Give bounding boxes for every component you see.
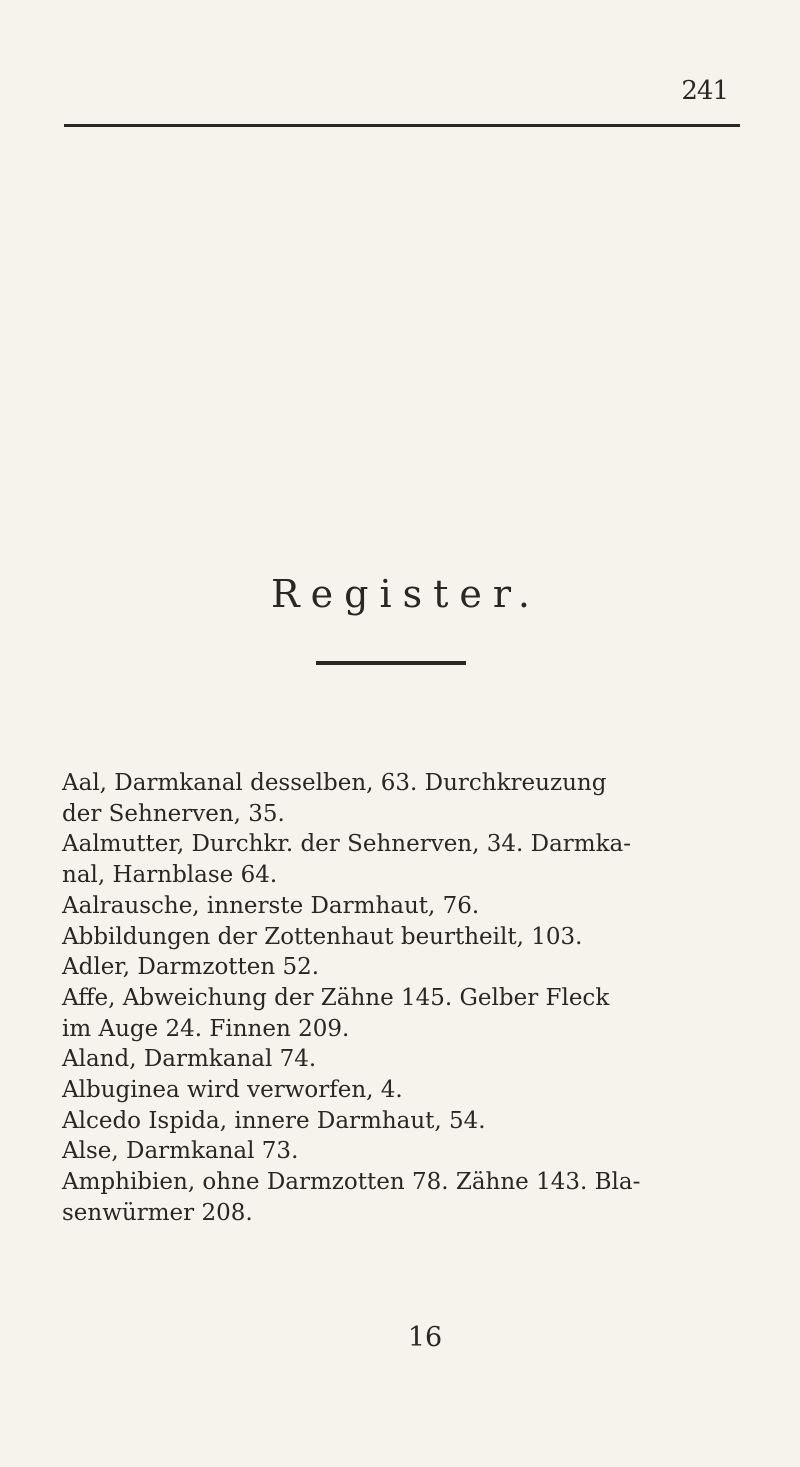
- entry-line: Abbildungen der Zottenhaut beurtheilt, 103.: [62, 923, 583, 950]
- register-entry: [62, 952, 738, 983]
- entry-line: Aalmutter, Durchkr. der Sehnerven, 34. Darmka-: [62, 831, 632, 858]
- register-entry: [62, 983, 738, 1044]
- entry-line: Amphibien, ohne Darmzotten 78. Zähne 143. Bla-: [62, 1169, 641, 1196]
- entry-line: Aalrausche, innerste Darmhaut, 76.: [62, 892, 480, 919]
- entry-line: Alcedo Ispida, innere Darmhaut, 54.: [62, 1107, 486, 1134]
- register-entry: [62, 922, 738, 953]
- entry-line: Alse, Darmkanal 73.: [62, 1138, 299, 1165]
- register-entry: [62, 1136, 738, 1167]
- register-entry: [62, 1106, 738, 1137]
- entry-line: Aland, Darmkanal 74.: [62, 1046, 317, 1073]
- register-entry: [62, 891, 738, 922]
- entry-line: der Sehnerven, 35.: [62, 800, 285, 827]
- register-entry: [62, 768, 738, 829]
- entry-line: Affe, Abweichung der Zähne 145. Gelber Fleck: [62, 984, 610, 1011]
- page-number: 241: [681, 76, 728, 106]
- page-title: Register.: [271, 572, 541, 616]
- register-entries: [62, 768, 738, 1229]
- title-rule: [316, 661, 466, 665]
- entry-line: nal, Harnblase 64.: [62, 862, 278, 889]
- signature-mark: 16: [407, 1322, 443, 1353]
- register-entry: [62, 1075, 738, 1106]
- register-entry: [62, 829, 738, 890]
- entry-line: senwürmer 208.: [62, 1199, 253, 1226]
- entry-line: Albuginea wird verworfen, 4.: [62, 1077, 403, 1104]
- top-rule: [64, 124, 740, 127]
- entry-line: im Auge 24. Finnen 209.: [62, 1015, 350, 1042]
- entry-line: Aal, Darmkanal desselben, 63. Durchkreuzung: [62, 770, 607, 796]
- entry-line: Adler, Darmzotten 52.: [62, 954, 320, 981]
- register-entry: [62, 1044, 738, 1075]
- register-entry: [62, 1167, 738, 1228]
